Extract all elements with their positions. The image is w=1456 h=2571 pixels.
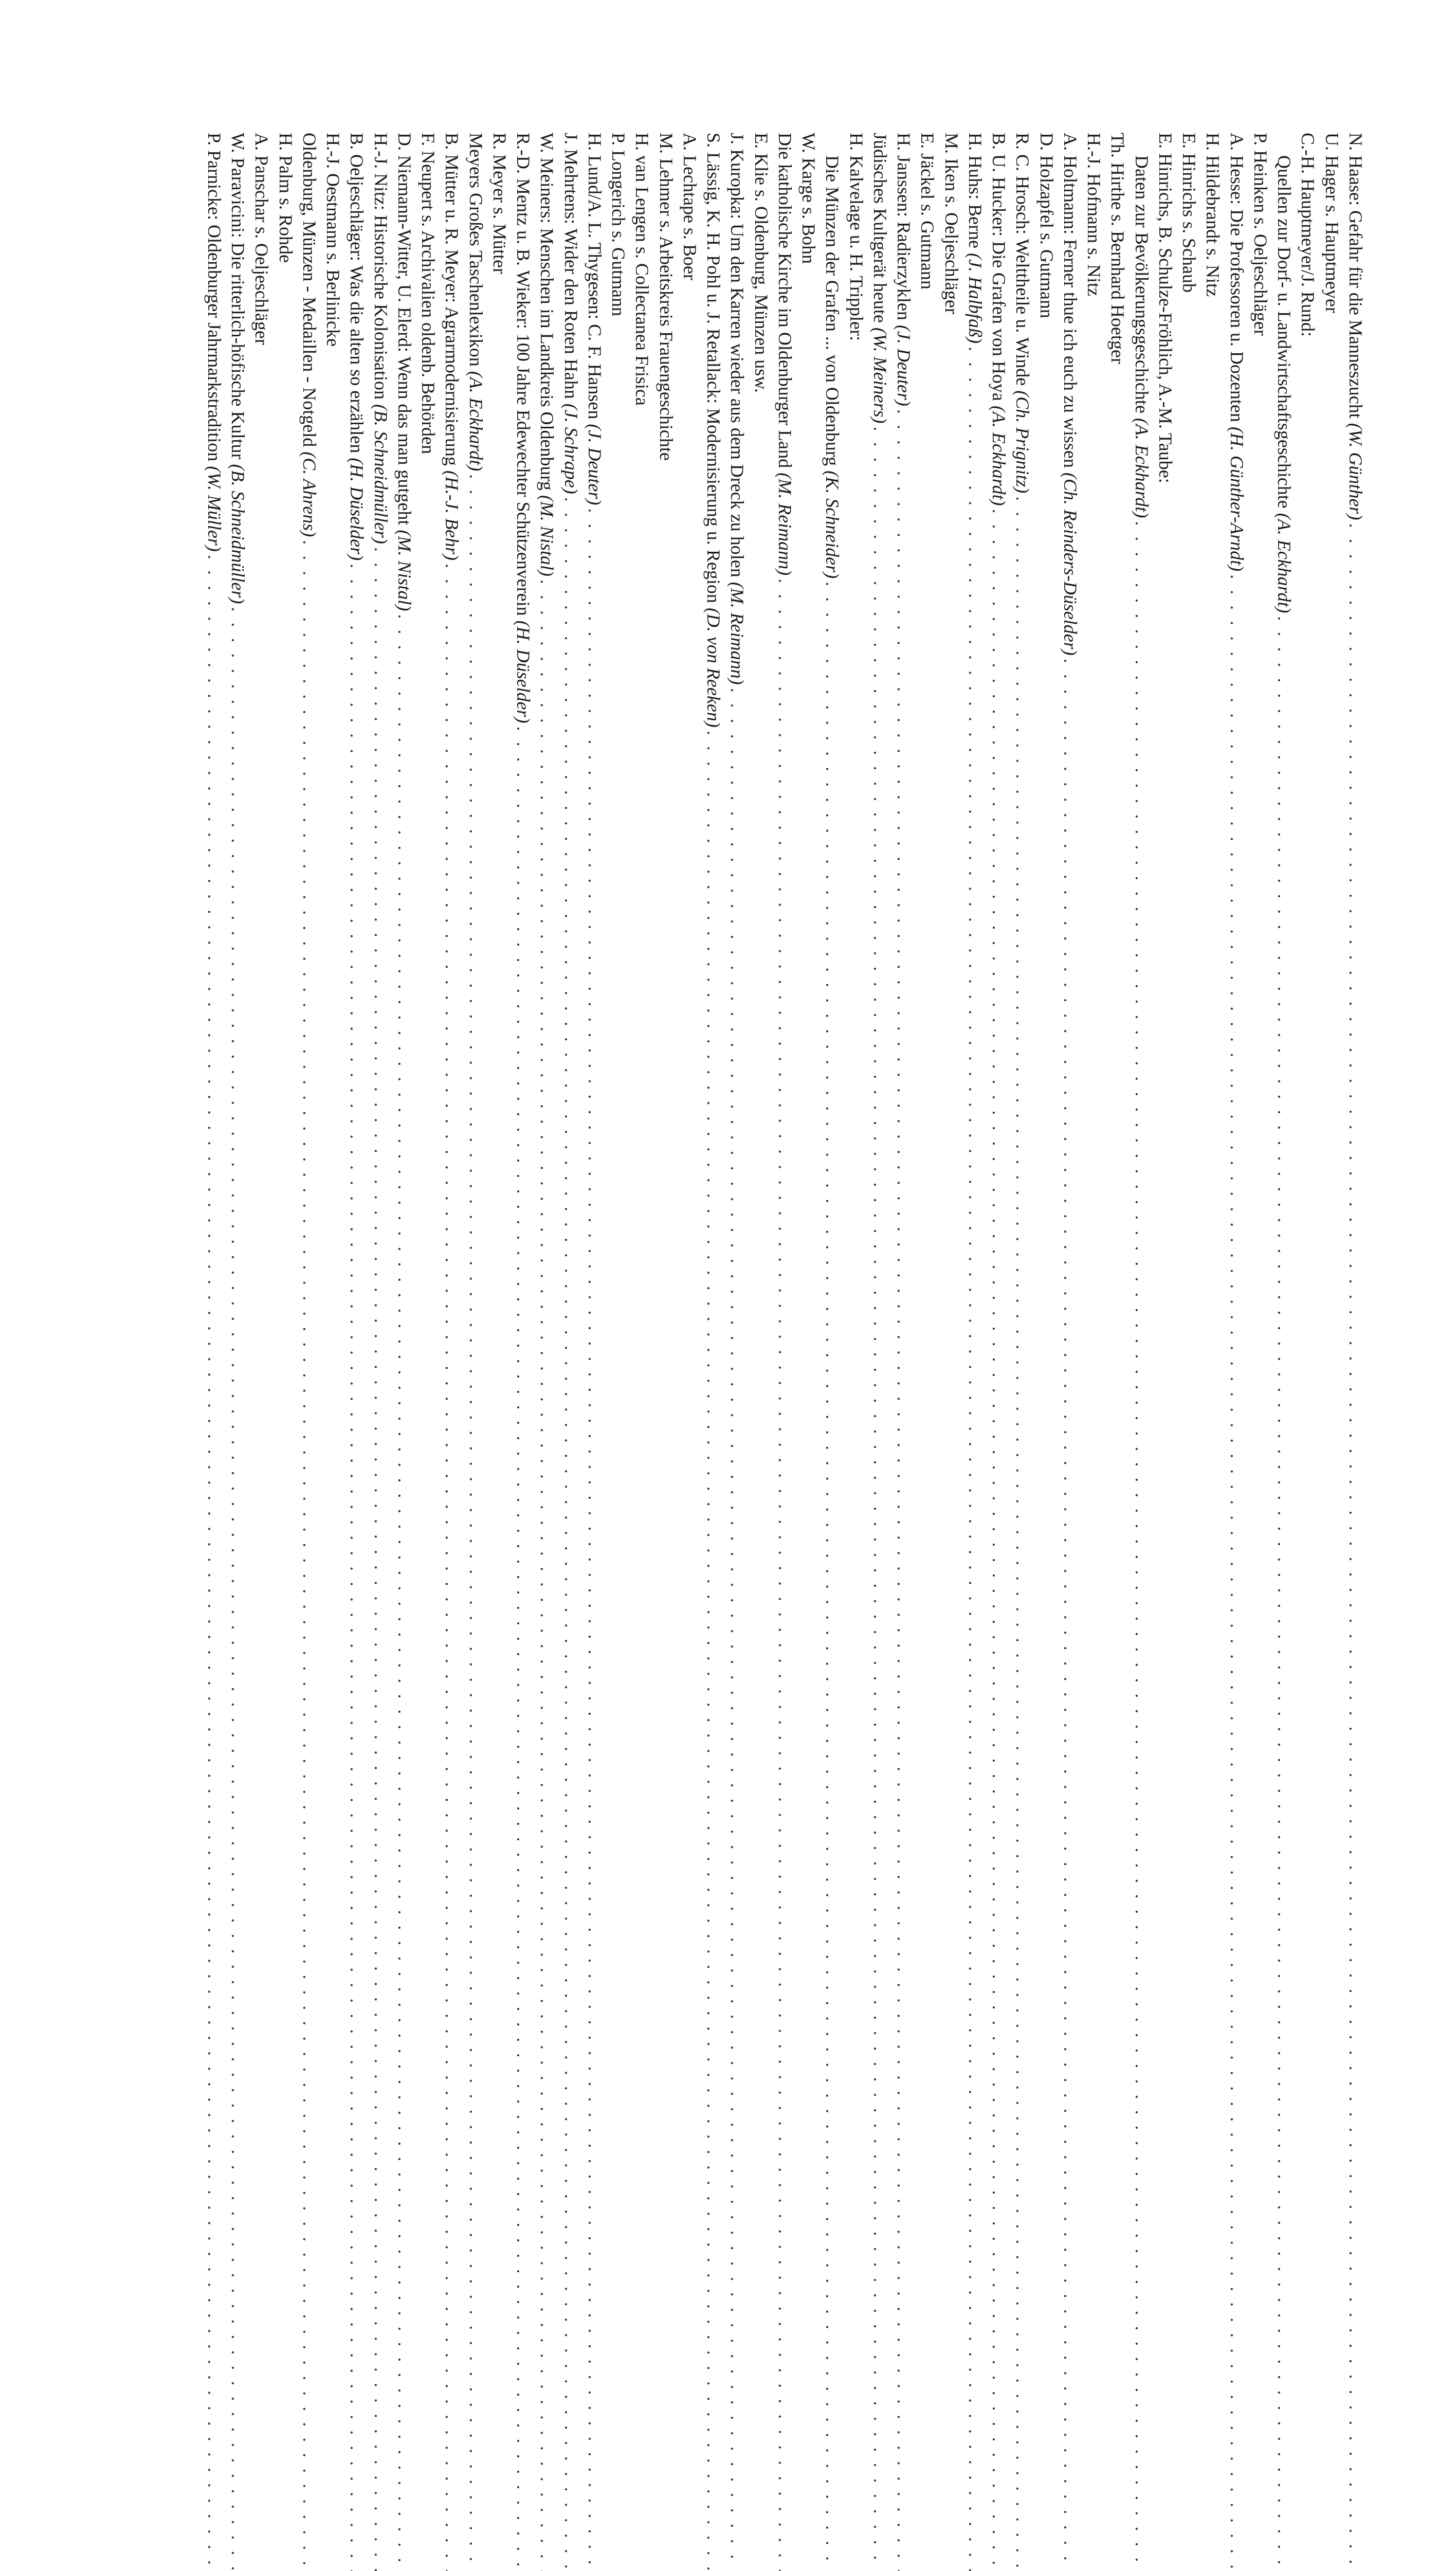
index-entry (1082, 133, 1106, 914)
entry-title: R. C. Hrosch: Welttheile u. Winde (1012, 133, 1033, 391)
index-entry (369, 133, 393, 914)
entry-reviewer: (A. Eckhardt) (1274, 513, 1295, 613)
entry-reviewer: (H. Düselder) (347, 458, 368, 561)
entry-title: E. Hinrichs s. Schaub (1179, 133, 1200, 293)
dot-leader (892, 409, 916, 2571)
dot-leader (1344, 523, 1368, 2571)
dot-leader (535, 580, 559, 2571)
entry-title: H. Hildebrandt s. Nitz (1203, 133, 1224, 297)
entry-title: D. Holzapfel s. Gutmann (1036, 133, 1057, 318)
entry-text (226, 133, 250, 604)
dot-leader (345, 564, 369, 2571)
scanned-page (0, 0, 1456, 1032)
entry-reviewer: (D. von Reeken) (703, 607, 724, 728)
index-entry (298, 133, 321, 914)
index-entry (1296, 133, 1320, 914)
index-entry (987, 133, 1011, 914)
entry-title: E. Klie s. Oldenburg, Münzen usw. (751, 133, 772, 393)
entry-title: Meyers Großes Taschenlexikon (465, 133, 486, 371)
entry-title: Daten zur Bevölkerungsgeschichte (1131, 155, 1152, 418)
entry-text (702, 133, 725, 728)
index-entry (1177, 133, 1201, 914)
entry-text (1035, 133, 1059, 318)
index-entry (1035, 133, 1059, 914)
entry-reviewer: (Ch. Reinders-Düselder) (1060, 472, 1081, 656)
entry-title: C.-H. Hauptmeyer/J. Rund: (1298, 133, 1319, 337)
dot-leader (298, 540, 321, 2571)
index-entry (868, 133, 892, 914)
entry-text (203, 133, 226, 552)
index-entry (916, 133, 939, 914)
index-entry (963, 133, 987, 914)
entry-reviewer: (W. Meiners) (870, 327, 890, 424)
dot-leader (1011, 496, 1034, 2571)
dot-leader (464, 474, 488, 2571)
index-entry (1249, 133, 1272, 914)
review-index-list (203, 133, 1368, 914)
index-entry (203, 133, 226, 914)
dot-leader (440, 564, 464, 2571)
index-entry (654, 133, 678, 914)
entry-text (1177, 133, 1201, 293)
entry-text (1344, 133, 1368, 520)
index-entry (1130, 133, 1154, 914)
entry-title: A. Holtmann: Ferner thue ich euch zu wissen (1060, 133, 1081, 473)
dot-leader (725, 688, 749, 2571)
entry-text (821, 155, 844, 578)
index-entry (1106, 133, 1130, 914)
index-entry (773, 133, 797, 914)
entry-title: E. Hinrichs, B. Schulze-Fröhlich, A.-M. Taube: (1155, 133, 1176, 483)
entry-text (512, 133, 535, 723)
entry-reviewer: (A. Eckhardt) (465, 371, 486, 472)
entry-text (654, 133, 678, 461)
entry-text (416, 133, 440, 454)
index-entry (321, 133, 345, 914)
index-entry (1344, 133, 1368, 914)
dot-leader (203, 555, 226, 2571)
index-entry (1320, 133, 1344, 914)
index-entry (393, 133, 416, 914)
entry-title: H. Huhs: Berne (965, 133, 986, 253)
entry-text (916, 133, 939, 289)
index-entry (892, 133, 916, 914)
index-entry (1201, 133, 1225, 914)
index-entry (226, 133, 250, 914)
index-entry (559, 133, 583, 914)
entry-reviewer: (M. Nistal) (537, 495, 558, 576)
entry-text (987, 133, 1011, 505)
index-entry (725, 133, 749, 914)
index-entry (416, 133, 440, 914)
entry-text (1059, 133, 1082, 656)
index-entry (1225, 133, 1249, 914)
entry-text (345, 133, 369, 560)
entry-text (845, 133, 868, 341)
entry-title: J. Kuropka: Um den Karren wieder aus dem Dreck zu holen (727, 133, 748, 582)
entry-text (583, 133, 607, 505)
entry-title: A. Lechtape s. Boer (680, 133, 700, 280)
entry-reviewer: (B. Schneidmüller) (228, 464, 249, 604)
entry-text (868, 133, 892, 424)
entry-text (630, 133, 654, 406)
entry-title: Jüdisches Kultgerät heute (870, 133, 890, 328)
entry-reviewer: (C. Ahrens) (299, 451, 320, 537)
entry-title: B. Oeljeschläger: Was die alten so erzählen (347, 133, 368, 458)
entry-reviewer: (H. Günther-Arndt) (1226, 426, 1247, 572)
dot-leader (1225, 574, 1249, 2571)
index-entry (464, 133, 488, 914)
entry-title: Quellen zur Dorf- u. Landwirtschaftsgeschichte (1274, 155, 1295, 513)
entry-title: Oldenburg, Münzen - Medaillen - Notgeld (299, 133, 320, 452)
entry-reviewer: (A. Eckhardt) (1131, 418, 1152, 518)
entry-title: H. Lund/A. L. Thygesen: C. F. Hansen (585, 133, 605, 424)
entry-reviewer: (J. Deuter) (894, 324, 915, 406)
entry-text (750, 133, 773, 393)
entry-text (274, 133, 298, 263)
entry-title: E. Jäckel s. Gutmann (917, 133, 938, 289)
entry-title: H. van Lengen s. Collectanea Frisica (632, 133, 653, 406)
entry-text (1320, 133, 1344, 313)
dot-leader (583, 508, 607, 2571)
entry-reviewer: (B. Schneidmüller) (370, 404, 391, 544)
entry-text (250, 133, 274, 345)
index-entry (345, 133, 369, 914)
index-entry (630, 133, 654, 914)
index-entry (750, 133, 773, 914)
entry-text (1249, 133, 1272, 336)
index-entry (583, 133, 607, 914)
entry-title: Die katholische Kirche im Oldenburger Land (775, 133, 795, 473)
entry-title: S. Lässig, K. H. Pohl u. J. Retallack: Modernisierung u. Region (703, 133, 724, 608)
entry-title: R.-D. Mentz u. B. Wieker: 100 Jahre Edewechter Schützenverein (513, 133, 534, 621)
dot-leader (963, 347, 987, 2571)
entry-text (940, 133, 963, 314)
index-entry (1059, 133, 1082, 914)
index-entry (678, 133, 702, 914)
entry-title: M. Lehmer s. Arbeitskreis Frauengeschichte (656, 133, 677, 461)
entry-title: D. Niemann-Witter, U. Elerd: Wenn das man gutgeht (394, 133, 415, 530)
entry-reviewer: (W. Müller) (204, 466, 225, 552)
entry-title: Th. Hirthe s. Bernhard Hoetger (1107, 133, 1129, 364)
entry-reviewer: (J. Halbfaß) (965, 252, 986, 343)
index-entry (512, 133, 535, 914)
entry-title: A. Panschar s. Oeljeschläger (251, 133, 272, 345)
entry-text (607, 133, 630, 316)
index-entry (797, 133, 821, 914)
entry-title: P. Heinken s. Oeljeschläger (1250, 133, 1271, 336)
entry-title: F. Neupert s. Archivalien oldenb. Behörden (418, 133, 439, 454)
dot-leader (559, 497, 583, 2571)
entry-text (1106, 133, 1130, 364)
entry-title: P. Longerich s. Gutmann (608, 133, 629, 316)
index-entry (488, 133, 512, 914)
entry-text (321, 133, 345, 347)
index-entry (845, 133, 868, 914)
entry-text (725, 133, 749, 685)
dot-leader (1130, 521, 1154, 2571)
entry-text (1082, 133, 1106, 296)
entry-text (797, 133, 821, 264)
dot-leader (987, 509, 1011, 2571)
entry-text (298, 133, 321, 537)
dot-leader (773, 578, 797, 2571)
entry-text (559, 133, 583, 494)
dot-leader (393, 614, 416, 2571)
entry-title: W. Paravicini: Die ritterlich-höfische Kultur (228, 133, 249, 464)
entry-text (963, 133, 987, 343)
index-entry (274, 133, 298, 914)
entry-title: H.-J. Hofmann s. Nitz (1084, 133, 1105, 296)
index-entry (535, 133, 559, 914)
entry-reviewer: (J. Schrape) (560, 403, 581, 494)
index-entry (1154, 133, 1177, 914)
index-entry (940, 133, 963, 914)
entry-text (1272, 155, 1296, 613)
entry-reviewer: (H.-J. Behr) (442, 470, 463, 560)
entry-title: R. Meyer s. Mütter (489, 133, 510, 274)
entry-reviewer: (H. Düselder) (513, 620, 534, 723)
entry-title: A. Hesse: Die Professoren u. Dozenten (1226, 133, 1247, 427)
entry-title: Die Münzen der Grafen ... von Oldenburg (822, 155, 843, 471)
index-entry (1011, 133, 1034, 914)
entry-title: W. Karge s. Bohn (798, 133, 820, 264)
dot-leader (512, 727, 535, 2571)
index-entry (250, 133, 274, 914)
entry-title: H.-J. Oestmann s. Berlinicke (323, 133, 344, 347)
entry-title: H.-J. Nitz: Historische Kolonisation (370, 133, 391, 404)
entry-text (440, 133, 464, 560)
entry-title: J. Mehrtens: Wider den Roten Hahn (560, 133, 581, 404)
index-entry (821, 133, 844, 914)
entry-text (488, 133, 512, 274)
entry-title: H. Kalvelage u. H. Trippler: (846, 133, 867, 341)
entry-text (1130, 155, 1154, 518)
entry-reviewer: (M. Nistal) (394, 530, 415, 611)
entry-text (369, 133, 393, 544)
dot-leader (821, 582, 844, 2571)
entry-text (892, 133, 916, 406)
entry-text (393, 133, 416, 611)
entry-reviewer: (A. Eckhardt) (989, 405, 1010, 506)
entry-text (464, 133, 488, 471)
entry-title: H. Janssen: Radierzyklen (894, 133, 915, 325)
index-entry (1272, 133, 1296, 914)
entry-reviewer: (M. Reimann) (727, 582, 748, 685)
entry-reviewer: (J. Deuter) (585, 424, 605, 505)
dot-leader (369, 547, 393, 2571)
dot-leader (702, 731, 725, 2571)
entry-text (1296, 133, 1320, 337)
index-entry (702, 133, 725, 914)
entry-text (1201, 133, 1225, 297)
entry-title: N. Haase: Gefahr für die Manneszucht (1345, 133, 1366, 423)
entry-reviewer: (Ch. Prignitz) (1012, 390, 1033, 494)
entry-reviewer: (M. Reimann) (775, 473, 795, 576)
dot-leader (1059, 659, 1082, 2571)
entry-text (773, 133, 797, 575)
entry-title: H. Palm s. Rohde (275, 133, 296, 263)
entry-text (1225, 133, 1249, 571)
entry-title: W. Meiners: Menschen im Landkreis Oldenburg (537, 133, 558, 495)
index-entry (440, 133, 464, 914)
entry-text (1011, 133, 1034, 493)
entry-title: B. Mütter u. R. Meyer: Agrarmodernisierung (442, 133, 463, 470)
entry-reviewer: (W. Günther) (1345, 423, 1366, 520)
entry-text (1154, 133, 1177, 483)
dot-leader (868, 427, 892, 2571)
entry-title: B. U. Hucker: Die Grafen von Hoya (989, 133, 1010, 406)
entry-title: U. Hager s. Hauptmeyer (1321, 133, 1342, 313)
entry-title: P. Parnicke: Oldenburger Jahrmarkstradition (204, 133, 225, 466)
entry-text (678, 133, 702, 280)
index-entry (607, 133, 630, 914)
entry-reviewer: (K. Schneider) (822, 470, 843, 579)
entry-text (535, 133, 559, 576)
entry-title: M. Iken s. Oeljeschläger (941, 133, 962, 314)
dot-leader (1272, 616, 1296, 2571)
dot-leader (226, 607, 250, 2571)
